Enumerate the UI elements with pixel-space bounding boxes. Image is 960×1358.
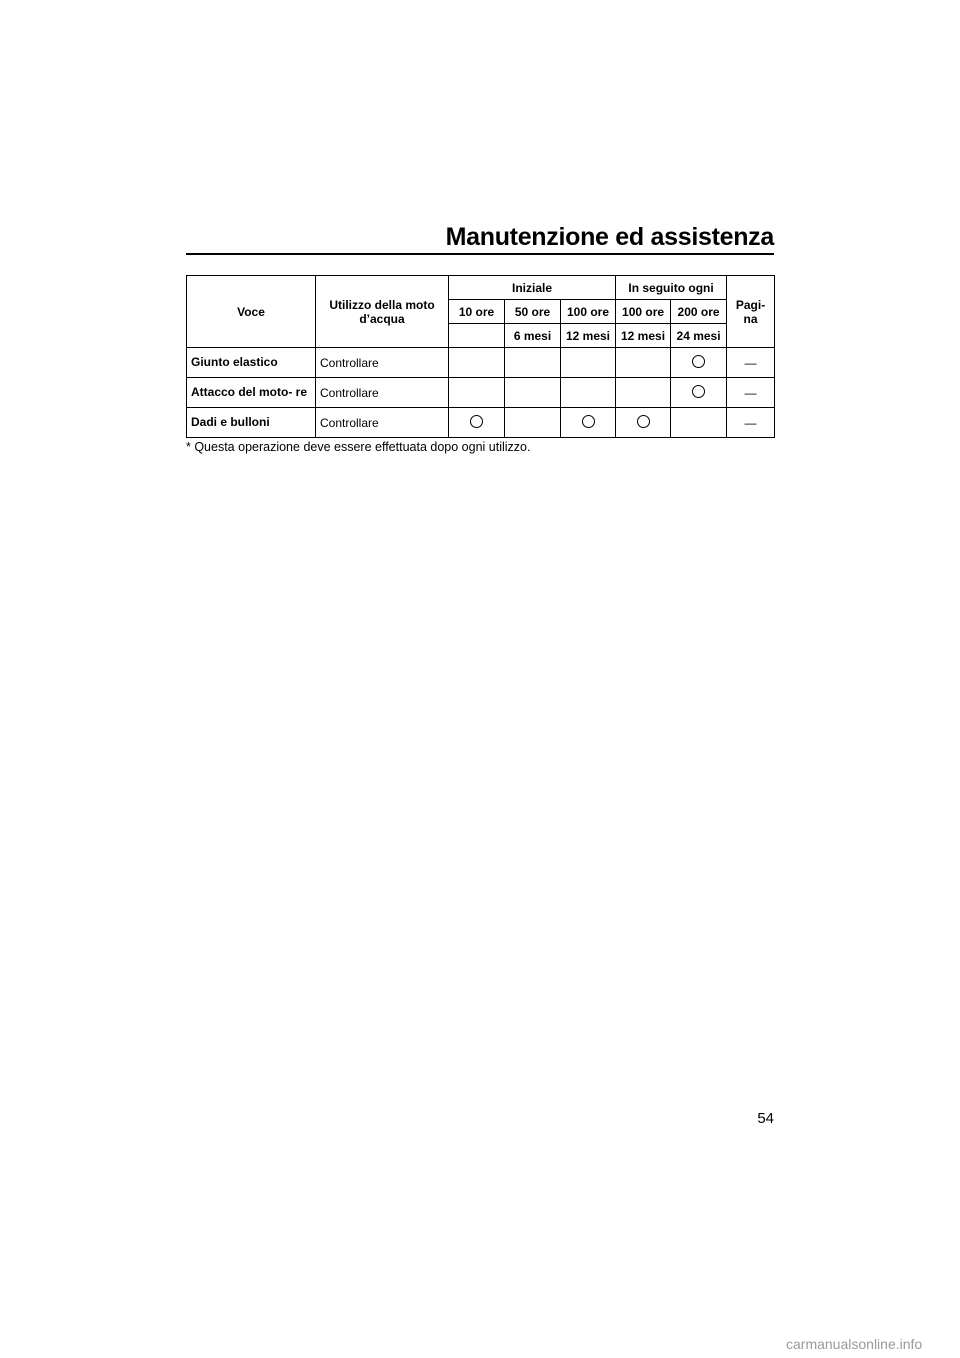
mark-cell xyxy=(505,348,561,378)
header-then: In seguito ogni xyxy=(616,276,727,300)
mark-cell xyxy=(505,408,561,438)
item-action: Controllare xyxy=(316,408,449,438)
item-name: Dadi e bulloni xyxy=(187,408,316,438)
months-cell: 6 mesi xyxy=(505,324,561,348)
footnote: * Questa operazione deve essere effettuata dopo ogni utilizzo. xyxy=(186,440,531,454)
table-row xyxy=(187,378,775,408)
title-rule xyxy=(186,253,774,255)
table-body xyxy=(187,348,775,438)
page-ref: — xyxy=(727,378,775,408)
months-cell xyxy=(449,324,505,348)
item-name: Attacco del moto- re xyxy=(187,378,316,408)
mark-cell xyxy=(671,378,727,408)
item-name: Giunto elastico xyxy=(187,348,316,378)
page-ref: — xyxy=(727,408,775,438)
mark-cell xyxy=(449,378,505,408)
mark-cell xyxy=(616,408,671,438)
header-page: Pagi- na xyxy=(727,276,775,348)
mark-cell xyxy=(671,408,727,438)
item-action: Controllare xyxy=(316,378,449,408)
header-usage: Utilizzo della moto d’acqua xyxy=(316,276,449,348)
circle-icon xyxy=(692,355,705,368)
mark-cell xyxy=(616,378,671,408)
mark-cell xyxy=(561,348,616,378)
watermark: carmanualsonline.info xyxy=(786,1336,923,1352)
circle-icon xyxy=(692,385,705,398)
hours-cell: 200 ore xyxy=(671,300,727,324)
table-row xyxy=(187,408,775,438)
mark-cell xyxy=(671,348,727,378)
circle-icon xyxy=(470,415,483,428)
maintenance-table xyxy=(186,275,775,438)
item-action: Controllare xyxy=(316,348,449,378)
mark-cell xyxy=(616,348,671,378)
table-row xyxy=(187,348,775,378)
page-title: Manutenzione ed assistenza xyxy=(445,223,774,251)
hours-cell: 10 ore xyxy=(449,300,505,324)
months-cell: 24 mesi xyxy=(671,324,727,348)
mark-cell xyxy=(561,408,616,438)
header-voce: Voce xyxy=(187,276,316,348)
circle-icon xyxy=(582,415,595,428)
circle-icon xyxy=(637,415,650,428)
header-initial: Iniziale xyxy=(449,276,616,300)
months-cell: 12 mesi xyxy=(561,324,616,348)
mark-cell xyxy=(449,348,505,378)
hours-cell: 100 ore xyxy=(561,300,616,324)
page-number: 54 xyxy=(757,1110,774,1127)
mark-cell xyxy=(561,378,616,408)
months-cell: 12 mesi xyxy=(616,324,671,348)
hours-cell: 100 ore xyxy=(616,300,671,324)
mark-cell xyxy=(449,408,505,438)
mark-cell xyxy=(505,378,561,408)
page-ref: — xyxy=(727,348,775,378)
hours-cell: 50 ore xyxy=(505,300,561,324)
